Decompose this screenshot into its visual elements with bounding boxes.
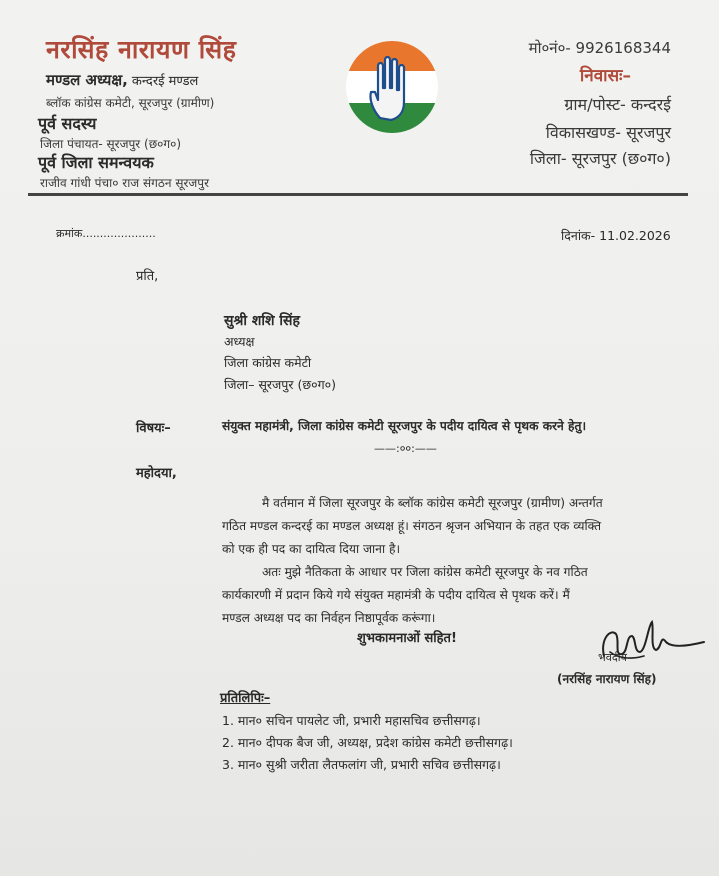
former-member-detail: जिला पंचायत- सूरजपुर (छ०ग०) [40, 137, 182, 151]
salutation: महोदया, [136, 466, 177, 481]
letter-date: दिनांक- 11.02.2026 [561, 228, 671, 243]
copy-to-item: 2. मान० दीपक बैज जी, अध्यक्ष, प्रदेश कांग्रेस कमेटी छत्तीसगढ़। [222, 735, 513, 750]
reference-number: क्रमांक..................... [56, 227, 156, 240]
signatory-name: (नरसिंह नारायण सिंह) [557, 672, 657, 686]
address-district: जिला- सूरजपुर (छ०ग०) [529, 149, 671, 168]
paragraph-1-line-3: को एक ही पद का दायित्व दिया जाना है। [222, 542, 401, 556]
recipient-to: प्रति, [136, 269, 159, 284]
former-member-heading: पूर्व सदस्य [38, 114, 97, 133]
congress-hand-logo [345, 40, 439, 134]
sender-block-committee: ब्लॉक कांग्रेस कमेटी, सूरजपुर (ग्रामीण) [46, 96, 215, 110]
address-block: विकासखण्ड- सूरजपुर [545, 123, 671, 142]
closing-wishes: शुभकामनाओं सहित! [357, 631, 457, 646]
former-coordinator-detail: राजीव गांधी पंचा० राज संगठन सूरजपुर [40, 176, 209, 190]
address-village: ग्राम/पोस्ट- कन्दरई [564, 95, 671, 114]
subject-label: विषयः– [136, 421, 171, 436]
copy-to-list [222, 712, 513, 778]
header-divider [28, 193, 688, 196]
copy-to-label: प्रतिलिपिः– [220, 691, 271, 706]
residence-label: निवासः– [579, 66, 631, 86]
subject-separator: ——:००:—— [374, 442, 437, 455]
sender-role [46, 70, 198, 90]
paragraph-2-line-3: मण्डल अध्यक्ष पद का निर्वहन निष्ठापूर्वक करूंगा। [222, 611, 436, 625]
sender-role-bold: मण्डल अध्यक्ष, [46, 71, 128, 89]
recipient-org: जिला कांग्रेस कमेटी [224, 355, 312, 370]
recipient-name: सुश्री शशि सिंह [224, 313, 300, 329]
subject-text: संयुक्त महामंत्री, जिला कांग्रेस कमेटी सूरजपुर के पदीय दायित्व से पृथक करने हेतु। [222, 419, 587, 433]
copy-to-item: 1. मान० सचिन पायलेट जी, प्रभारी महासचिव छत्तीसगढ़। [222, 713, 481, 728]
sender-name: नरसिंह नारायण सिंह [46, 35, 237, 64]
former-coordinator-heading: पूर्व जिला समन्वयक [38, 153, 154, 172]
mobile-number: मो०नं०- 9926168344 [528, 39, 671, 57]
paragraph-2-line-1: अतः मुझे नैतिकता के आधार पर जिला कांग्रेस कमेटी सूरजपुर के नव गठित [262, 565, 588, 579]
recipient-title: अध्यक्ष [224, 334, 255, 349]
paragraph-1-line-2: गठित मण्डल कन्दरई का मण्डल अध्यक्ष हूं। संगठन श्रृजन अभियान के तहत एक व्यक्ति [222, 519, 602, 533]
copy-to-item: 3. मान० सुश्री जरीता लैतफलांग जी, प्रभारी सचिव छत्तीसगढ़। [222, 757, 501, 772]
signature-label: भवदीय [598, 651, 627, 664]
paragraph-2-line-2: कार्यकारणी में प्रदान किये गये संयुक्त महामंत्री के पदीय दायित्व से पृथक करें। मैं [222, 588, 570, 602]
sender-role-rest: कन्दरई मण्डल [127, 74, 199, 89]
paragraph-1-line-1: मै वर्तमान में जिला सूरजपुर के ब्लॉक कांग्रेस कमेटी सूरजपुर (ग्रामीण) अन्तर्गत [262, 496, 603, 510]
recipient-district: जिला– सूरजपुर (छ०ग०) [224, 377, 337, 392]
